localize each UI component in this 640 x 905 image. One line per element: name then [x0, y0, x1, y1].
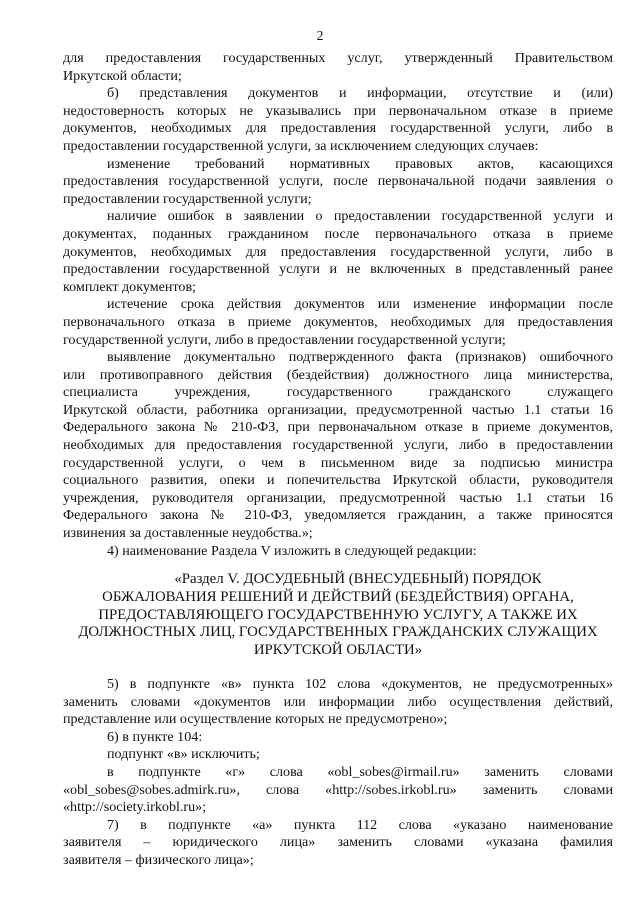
text-line: извинения за доставленные неудобства.»; [63, 525, 313, 542]
text-line: первоначального отказа в приеме документов, необходимых для предоставления [63, 313, 613, 330]
text-line: представление или осуществление которых не предусмотрено»; [63, 711, 448, 728]
paragraph [63, 156, 613, 209]
paragraph [63, 296, 613, 349]
text-line: документов, необходимых для предоставления государственной услуги, либо в [63, 243, 613, 260]
text-line: 5) в подпункте «в» пункта 102 слова «документов, не предусмотренных» [107, 676, 613, 692]
heading-line: «Раздел V. ДОСУДЕБНЫЙ (ВНЕСУДЕБНЫЙ) ПОРЯДОК [174, 571, 542, 587]
text-line: наличие ошибок в заявлении о предоставлении государственной услуги и [107, 208, 613, 225]
text-line: государственной услуги, либо в предоставлении государственной услуги; [63, 331, 506, 348]
heading-line: ИРКУТСКОЙ ОБЛАСТИ» [253, 642, 423, 659]
text-line: предоставлении государственной услуги и не включенных в представленный ранее [63, 261, 613, 278]
body-text-bottom [63, 676, 613, 870]
text-line: или противоправного действия (бездействия) должностного лица министерства, [63, 366, 613, 383]
paragraph [63, 746, 613, 764]
text-line: необходимых для предоставления государственной услуги, либо в предоставлении [63, 437, 613, 454]
paragraph [63, 543, 613, 561]
text-line: Иркутской области, работника организации, предусмотренной частью 1.1 статьи 16 [63, 401, 613, 418]
heading-line: ПРЕДОСТАВЛЯЮЩЕГО ГОСУДАРСТВЕННУЮ УСЛУГУ, А ТАКЖЕ ИХ [98, 606, 578, 623]
text-line: предоставления государственной услуги, после первоначальной подачи заявления о [63, 173, 613, 190]
paragraph [63, 764, 613, 817]
paragraph [63, 729, 613, 747]
text-line: 6) в пункте 104: [107, 728, 203, 745]
text-line: заявителя – юридического лица» заменить словами «указана фамилия [63, 834, 613, 851]
body-text-top [63, 50, 613, 560]
text-line: документов, необходимых для предоставления государственной услуги, либо в [63, 120, 613, 137]
heading-line: ДОЛЖНОСТНЫХ ЛИЦ, ГОСУДАРСТВЕННЫХ ГРАЖДАНСКИХ СЛУЖАЩИХ [78, 624, 598, 641]
paragraph [63, 85, 613, 155]
text-line: заявителя – физического лица»; [63, 851, 254, 868]
text-line: Иркутской области; [63, 67, 182, 84]
text-line: изменение требований нормативных правовых актов, касающихся [107, 155, 613, 172]
text-line: истечение срока действия документов или изменение информации после [107, 296, 613, 313]
paragraph [63, 208, 613, 296]
section-heading [63, 571, 613, 660]
text-line: документах, поданных гражданином после первоначального отказа в приеме [63, 225, 613, 242]
text-line: недостоверность которых не указывались при первоначальном отказе в приеме [63, 102, 613, 119]
text-line: заменить словами «документов или информации либо осуществления действий, [63, 693, 613, 710]
text-line: предоставлении государственной услуги; [63, 190, 312, 207]
text-line: б) представления документов и информации, отсутствие и (или) [107, 85, 613, 102]
paragraph [63, 676, 613, 729]
text-line: учреждения, руководителя организации, предусмотренной частью 1.1 статьи 16 [63, 489, 613, 506]
text-line: «http://society.irkobl.ru»; [63, 799, 207, 816]
paragraph [63, 50, 613, 85]
text-line: «obl_sobes@sobes.admirk.ru», слова «http://sobes.irkobl.ru» заменить словами [63, 781, 613, 798]
text-line: 4) наименование Раздела V изложить в следующей редакции: [107, 542, 477, 559]
text-line: специалиста учреждения, государственного гражданского служащего [63, 384, 613, 401]
paragraph [63, 817, 613, 870]
paragraph [63, 349, 613, 543]
heading-line: ОБЖАЛОВАНИЯ РЕШЕНИЙ И ДЕЙСТВИЙ (БЕЗДЕЙСТВИЯ) ОРГАНА, [102, 588, 574, 605]
text-line: Федерального закона № 210-ФЗ, уведомляется гражданин, а также приносятся [63, 507, 613, 524]
text-line: подпункт «в» исключить; [107, 746, 260, 763]
text-line: комплект документов; [63, 278, 197, 295]
text-line: социального развития, опеки и попечительства Иркутской области, руководителя [63, 472, 613, 489]
text-line: Федерального закона № 210-ФЗ, при первоначальном отказе в приеме документов, [63, 419, 613, 436]
page-number: 2 [316, 28, 324, 43]
text-line: для предоставления государственных услуг, утвержденный Правительством [63, 50, 613, 66]
text-line: выявление документально подтвержденного факта (признаков) ошибочного [107, 349, 613, 366]
text-line: государственной услуги, о чем в письменном виде за подписью министра [63, 454, 613, 471]
text-line: предоставлении государственной услуги, за исключением следующих случаев: [63, 137, 539, 154]
text-line: 7) в подпункте «а» пункта 112 слова «указано наименование [107, 816, 613, 833]
text-line: в подпункте «г» слова «obl_sobes@irmail.ru» заменить словами [107, 763, 613, 780]
